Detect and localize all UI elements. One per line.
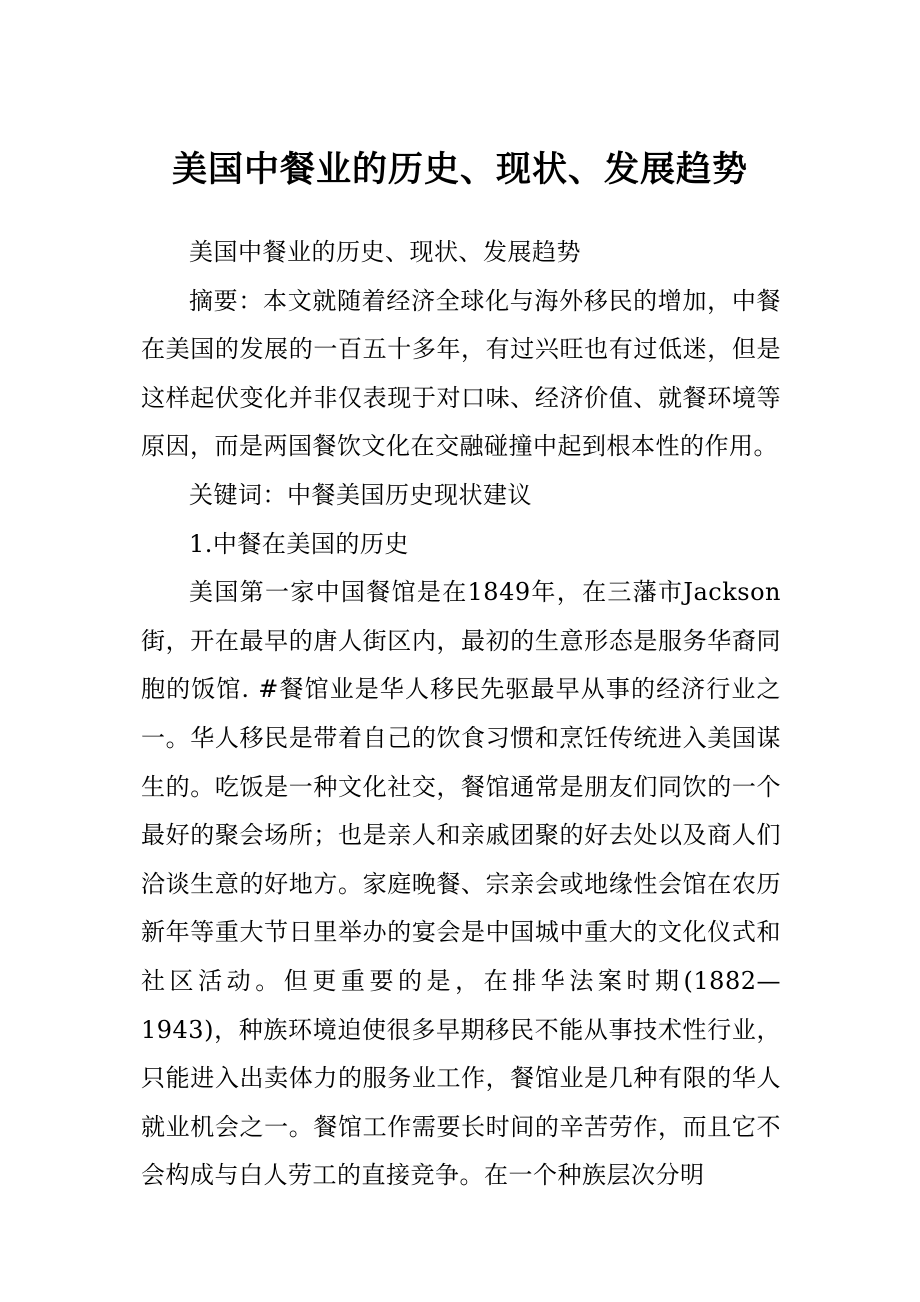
- body-paragraph: 美国第一家中国餐馆是在1849年，在三藩市Jackson街，开在最早的唐人街区内，最初的生意形态是服务华裔同胞的饭馆. #餐馆业是华人移民先驱最早从事的经济行业之一。华人移民是带着自己的饮食习惯和烹饪传统进入美国谋生的。吃饭是一种文化社交，餐馆通常是朋友们同饮的一个最好的聚会场所；也是亲人和亲戚团聚的好去处以及商人们洽谈生意的好地方。家庭晚餐、宗亲会或地缘性会馆在农历新年等重大节日里举办的宴会是中国城中重大的文化仪式和社区活动。但更重要的是，在排华法案时期(1882—1943)，种族环境迫使很多早期移民不能从事技术性行业，只能进入出卖体力的服务业工作，餐馆业是几种有限的华人就业机会之一。餐馆工作需要长时间的辛苦劳作，而且它不会构成与白人劳工的直接竞争。在一个种族层次分明: [141, 578, 781, 1190]
- abstract-paragraph: 摘要：本文就随着经济全球化与海外移民的增加，中餐在美国的发展的一百五十多年，有过兴旺也有过低迷，但是这样起伏变化并非仅表现于对口味、经济价值、就餐环境等原因，而是两国餐饮文化在交融碰撞中起到根本性的作用。: [141, 286, 781, 461]
- keywords-paragraph: 关键词：中餐美国历史现状建议: [189, 480, 532, 509]
- section-heading: 1.中餐在美国的历史: [189, 529, 409, 558]
- subtitle-paragraph: 美国中餐业的历史、现状、发展趋势: [189, 238, 581, 266]
- document-title: 美国中餐业的历史、现状、发展趋势: [171, 149, 748, 190]
- document-body: [141, 228, 781, 1200]
